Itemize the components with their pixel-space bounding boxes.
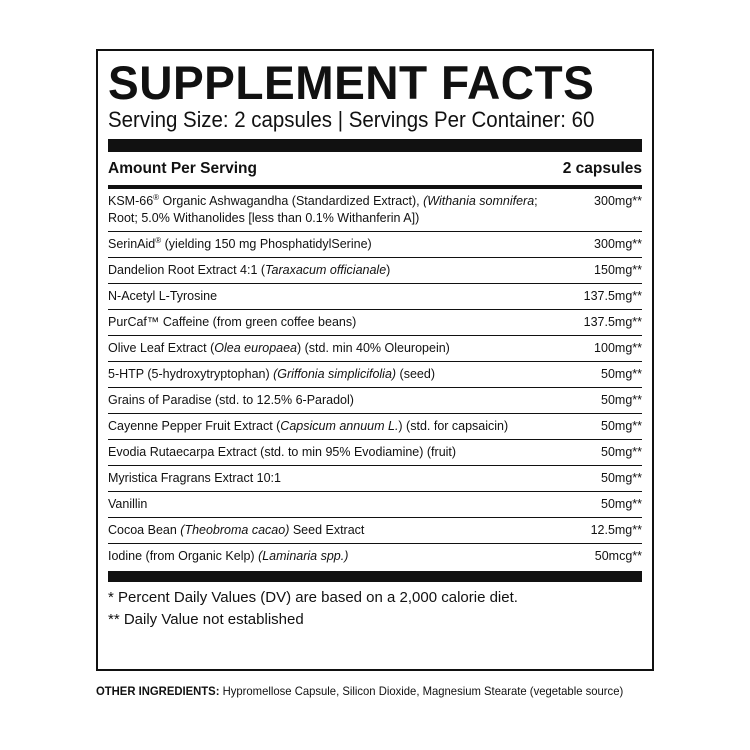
- ingredient-text: Cayenne Pepper Fruit Extract (: [108, 419, 281, 433]
- ingredient-text: ; Root; 5.0% Withanolides [less than 0.1% Withanferin A]): [108, 194, 538, 225]
- footnote-daily-values: * Percent Daily Values (DV) are based on a 2,000 calorie diet.: [108, 589, 518, 606]
- ingredient-row: [108, 414, 642, 440]
- ingredient-row: [108, 232, 642, 258]
- ingredient-amount: 50mg**: [601, 393, 642, 407]
- ingredient-text: Seed Extract: [289, 523, 365, 537]
- ingredient-text: PurCaf™ Caffeine (from green coffee beans): [108, 315, 357, 329]
- ingredient-text: 5-HTP (5-hydroxytryptophan): [108, 367, 274, 381]
- latin-name: (Theobroma cacao): [180, 523, 290, 537]
- ingredient-row: [108, 388, 642, 414]
- registered-mark: ®: [155, 235, 162, 245]
- bottom-divider: [108, 571, 642, 582]
- ingredient-amount: 50mg**: [601, 445, 642, 459]
- other-ingredients-label: OTHER INGREDIENTS:: [96, 684, 220, 698]
- ingredient-text: Vanillin: [108, 497, 148, 511]
- ingredient-amount: 137.5mg**: [583, 315, 642, 329]
- ingredient-text: ) (std. min 40% Oleuropein): [297, 341, 450, 355]
- ingredient-name: [108, 548, 348, 565]
- ingredient-row: [108, 440, 642, 466]
- serving-unit-label: 2 capsules: [562, 160, 642, 177]
- ingredient-name: [108, 522, 364, 539]
- ingredient-row: [108, 544, 642, 569]
- other-ingredients-text: Hypromellose Capsule, Silicon Dioxide, Magnesium Stearate (vegetable source): [219, 684, 624, 698]
- other-ingredients: [96, 684, 622, 698]
- ingredient-name: [108, 444, 456, 461]
- ingredient-amount: 50mg**: [601, 471, 642, 485]
- ingredient-name: [108, 470, 281, 487]
- ingredient-amount: 100mg**: [594, 341, 642, 355]
- ingredient-name: [108, 288, 217, 305]
- ingredient-text: Dandelion Root Extract 4:1 (: [108, 263, 266, 277]
- ingredient-text: SerinAid: [108, 237, 156, 251]
- ingredient-name: [108, 418, 508, 435]
- ingredient-row: [108, 466, 642, 492]
- ingredient-name: [108, 340, 450, 357]
- latin-name: (Laminaria spp.): [258, 549, 349, 563]
- ingredient-row: [108, 518, 642, 544]
- ingredient-text: Evodia Rutaecarpa Extract (std. to min 95% Evodiamine) (fruit): [108, 445, 457, 459]
- ingredient-amount: 300mg**: [594, 194, 642, 208]
- ingredient-amount: 50mg**: [601, 497, 642, 511]
- ingredient-amount: 150mg**: [594, 263, 642, 277]
- ingredient-text: KSM-66: [108, 194, 154, 208]
- ingredient-name: [108, 366, 435, 383]
- ingredient-name: [108, 496, 147, 513]
- ingredient-amount: 50mcg**: [594, 549, 642, 563]
- ingredient-row: [108, 310, 642, 336]
- ingredient-text: Organic Ashwagandha (Standardized Extract),: [159, 194, 424, 208]
- ingredient-list: [108, 189, 642, 569]
- ingredient-amount: 50mg**: [601, 419, 642, 433]
- ingredient-text: (yielding 150 mg PhosphatidylSerine): [161, 237, 372, 251]
- ingredient-name: [108, 314, 356, 331]
- ingredient-amount: 50mg**: [601, 367, 642, 381]
- ingredient-text: Grains of Paradise (std. to 12.5% 6-Paradol): [108, 393, 354, 407]
- ingredient-text: N-Acetyl L-Tyrosine: [108, 289, 218, 303]
- ingredient-row: [108, 284, 642, 310]
- ingredient-name: [108, 392, 354, 409]
- serving-info: Serving Size: 2 capsules | Servings Per Container: 60: [108, 107, 595, 132]
- ingredient-text: Iodine (from Organic Kelp): [108, 549, 259, 563]
- ingredient-row: [108, 336, 642, 362]
- ingredient-text: ) (std. for capsaicin): [398, 419, 509, 433]
- ingredient-text: Olive Leaf Extract (: [108, 341, 215, 355]
- latin-name: (Griffonia simplicifolia): [273, 367, 397, 381]
- ingredient-name: [108, 236, 372, 253]
- latin-name: Olea europaea: [214, 341, 297, 355]
- panel-title: SUPPLEMENT FACTS: [108, 56, 595, 109]
- ingredient-text: Myristica Fragrans Extract 10:1: [108, 471, 281, 485]
- amount-per-serving-label: Amount Per Serving: [108, 160, 257, 177]
- latin-name: (Withania somnifera: [423, 194, 535, 208]
- ingredient-text: (seed): [396, 367, 435, 381]
- thick-divider: [108, 139, 642, 152]
- latin-name: Capsicum annuum L.: [280, 419, 399, 433]
- ingredient-amount: 300mg**: [594, 237, 642, 251]
- ingredient-name: [108, 262, 390, 279]
- ingredient-amount: 12.5mg**: [590, 523, 642, 537]
- latin-name: Taraxacum officianale: [265, 263, 387, 277]
- ingredient-text: Cocoa Bean: [108, 523, 181, 537]
- ingredient-row: [108, 362, 642, 388]
- registered-mark: ®: [153, 192, 160, 202]
- footnote-not-established: ** Daily Value not established: [108, 611, 304, 628]
- amount-header-row: [108, 156, 642, 182]
- ingredient-row: [108, 258, 642, 284]
- ingredient-row: [108, 189, 642, 232]
- ingredient-text: ): [386, 263, 391, 277]
- ingredient-name: [108, 193, 538, 227]
- supplement-facts-panel: [96, 49, 654, 671]
- ingredient-amount: 137.5mg**: [583, 289, 642, 303]
- ingredient-row: [108, 492, 642, 518]
